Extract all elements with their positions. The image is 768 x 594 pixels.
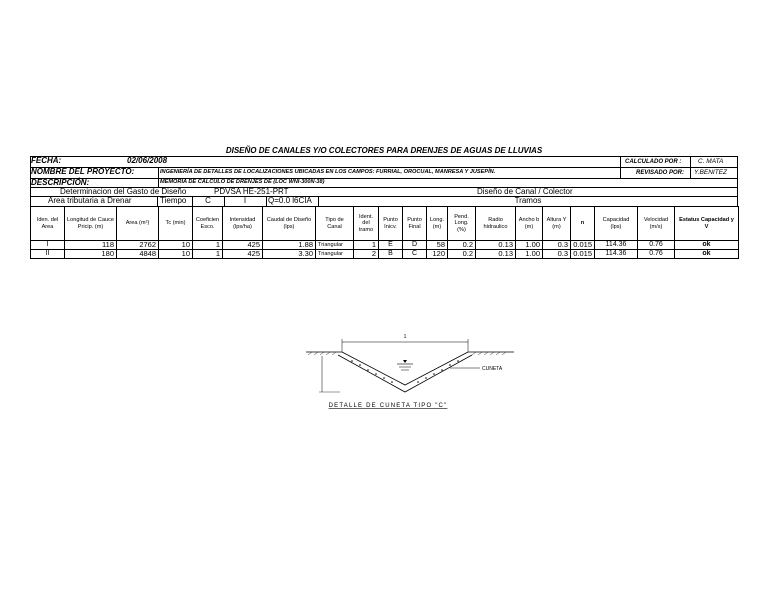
cell-intensidad: 425: [223, 250, 263, 259]
fecha-value: 02/06/2008: [127, 156, 168, 165]
detail-label: CUNETA: [482, 366, 503, 372]
rule: [30, 196, 31, 206]
table-header-row: [31, 207, 739, 241]
header-capacidad: Capacidad (lps): [595, 207, 638, 241]
cell-tc: 10: [159, 241, 193, 250]
rule: [157, 196, 158, 206]
cell-iden: I: [31, 241, 65, 250]
header-pend: Pend. Long. (%): [448, 207, 476, 241]
data-table: [30, 206, 739, 259]
cell-tipo: Triangular: [316, 250, 354, 259]
cell-velocidad: 0.76: [638, 241, 675, 250]
cell-long: 120: [427, 250, 448, 259]
cell-pi: E: [379, 241, 403, 250]
table-row: [31, 250, 739, 259]
header-radio: Radio hidraulico: [476, 207, 516, 241]
revisado-label: REVISADO POR:: [636, 170, 685, 176]
standard-label: PDVSA HE-251-PRT: [214, 187, 289, 196]
tiempo-label: Tiempo: [160, 196, 187, 205]
section-left: Determinacion del Gasto de Diseño: [60, 187, 187, 196]
cell-ancho: 1.00: [516, 241, 543, 250]
cell-area: 4848: [117, 250, 159, 259]
cell-altura: 0.3: [543, 241, 571, 250]
section-right: Diseño de Canal / Colector: [477, 187, 573, 196]
cell-capacidad: 114.36: [595, 250, 638, 259]
cell-pf: D: [403, 241, 427, 250]
cell-velocidad: 0.76: [638, 250, 675, 259]
cell-longitud: 180: [65, 250, 117, 259]
c-label: C: [205, 196, 211, 205]
rule: [30, 178, 738, 179]
cell-tramo: 1: [354, 241, 379, 250]
rule: [620, 156, 621, 178]
calculado-label: CALCULADO POR :: [625, 159, 682, 165]
header-longitud: Longitud de Cauce Pricip. (m): [65, 207, 117, 241]
rule: [737, 187, 738, 196]
rule: [737, 156, 738, 187]
cell-estatus: ok: [675, 241, 739, 250]
descripcion-label: DESCRIPCIÓN:: [31, 178, 90, 187]
cell-capacidad: 114.36: [595, 241, 638, 250]
cell-iden: II: [31, 250, 65, 259]
cell-caudal: 3.30: [263, 250, 316, 259]
cell-radio: 0.13: [476, 241, 516, 250]
i-label: I: [243, 196, 247, 205]
header-area: Area (m²): [117, 207, 159, 241]
cell-pend: 0.2: [448, 250, 476, 259]
proyecto-label: NOMBRE DEL PROYECTO:: [31, 167, 135, 176]
rule: [690, 156, 691, 178]
rule: [158, 167, 159, 187]
header-punto-inicial: Punto Inicv.: [379, 207, 403, 241]
header-ident-tramo: Ident. del tramo: [354, 207, 379, 241]
sheet-title: DISEÑO DE CANALES Y/O COLECTORES PARA DRENJES DE AGUAS DE LLUVIAS: [225, 146, 543, 155]
cell-intensidad: 425: [223, 241, 263, 250]
cell-radio: 0.13: [476, 250, 516, 259]
formula-label: Q=0.0 l6CIA: [268, 196, 312, 205]
cell-tipo: Triangular: [316, 241, 354, 250]
cell-ancho: 1.00: [516, 250, 543, 259]
cell-tramo: 2: [354, 250, 379, 259]
header-tipo: Tipo de Canal: [316, 207, 354, 241]
fecha-label: FECHA:: [31, 156, 62, 165]
area-tributaria: Area tributaria a Drenar: [48, 196, 132, 205]
tramos-label: Tramos: [514, 196, 542, 205]
cell-estatus: ok: [675, 250, 739, 259]
header-iden-area: Iden. del Area: [31, 207, 65, 241]
rule: [266, 196, 267, 206]
detail-dimension: 1: [403, 334, 407, 340]
header-intensidad: Intensidad (lps/ha): [223, 207, 263, 241]
rule: [30, 167, 738, 168]
header-punto-final: Punto Final: [403, 207, 427, 241]
cell-pend: 0.2: [448, 241, 476, 250]
header-long: Long. (m): [427, 207, 448, 241]
header-n: n: [571, 207, 595, 241]
header-estatus: Estatus Capacidad y V: [675, 207, 739, 241]
cuneta-detail-drawing: [300, 330, 520, 410]
header-ancho: Ancho b (m): [516, 207, 543, 241]
header-velocidad: Velocidad (m/s): [638, 207, 675, 241]
header-caudal: Caudal de Diseño (lps): [263, 207, 316, 241]
cell-altura: 0.3: [543, 250, 571, 259]
cell-caudal: 1.88: [263, 241, 316, 250]
header-tc: Tc (min): [159, 207, 193, 241]
revisado-value: Y.BENITEZ: [694, 169, 727, 176]
rule: [30, 187, 31, 196]
cell-n: 0.015: [571, 241, 595, 250]
detail-caption: DETALLE DE CUNETA TIPO "C": [328, 403, 448, 409]
calculado-value: C. MATA: [698, 158, 724, 165]
header-altura: Altura Y (m): [543, 207, 571, 241]
descripcion-value: MEMORIA DE CALCULO DE DRENJES DE (LOC WNI-300N-38): [160, 179, 325, 185]
cell-coef: 1: [193, 241, 223, 250]
table-row: [31, 241, 739, 250]
header-coef: Coeficien Esco.: [193, 207, 223, 241]
proyecto-value: INGENIERÍA DE DETALLES DE LOCALIZACIONES UBICADAS EN LOS CAMPOS: FURRIAL, OROCUAL, MANRESA Y JUSEPÍN.: [160, 169, 496, 175]
cell-tc: 10: [159, 250, 193, 259]
cell-area: 2762: [117, 241, 159, 250]
cell-longitud: 118: [65, 241, 117, 250]
cell-coef: 1: [193, 250, 223, 259]
cell-pf: C: [403, 250, 427, 259]
cell-pi: B: [379, 250, 403, 259]
cell-long: 58: [427, 241, 448, 250]
cell-n: 0.015: [571, 250, 595, 259]
